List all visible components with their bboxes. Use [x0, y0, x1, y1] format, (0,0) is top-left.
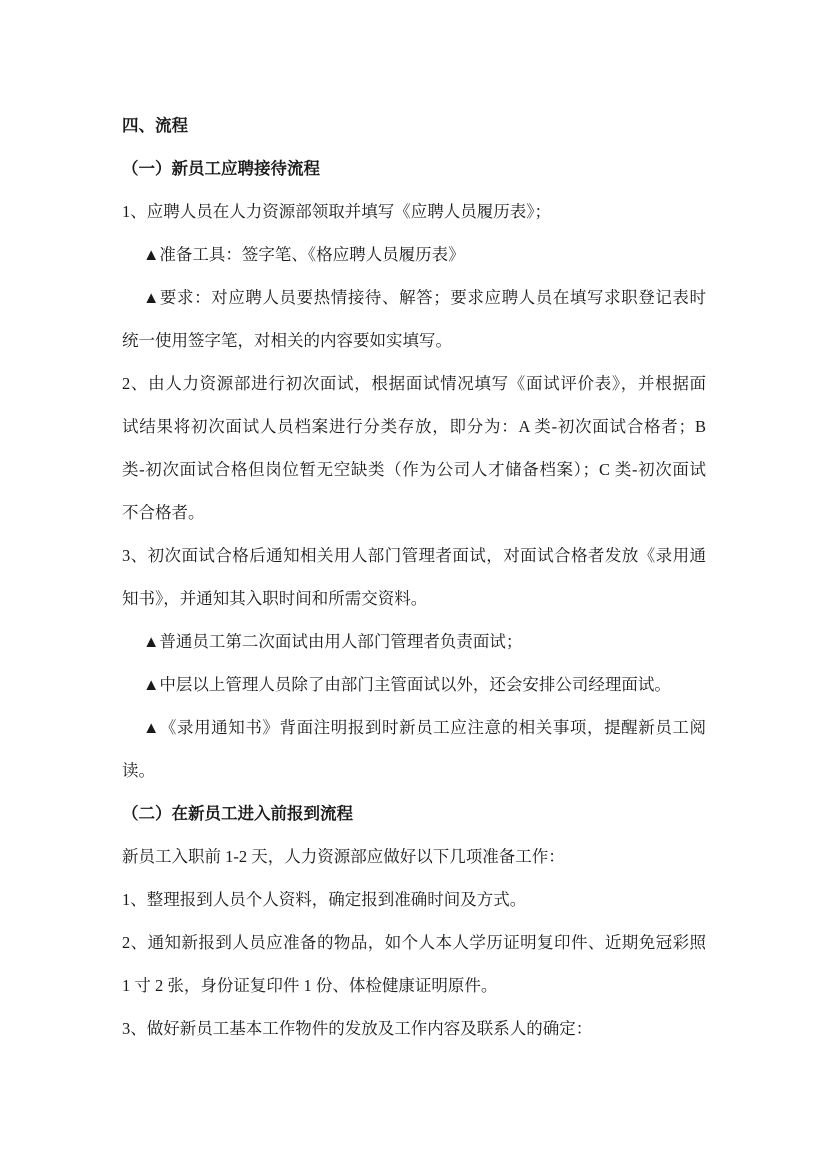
text-line: ▲《录用通知书》背面注明报到时新员工应注意的相关事项，提醒新员工阅	[143, 718, 706, 737]
section-heading: 四、流程	[122, 116, 188, 135]
text-line: ▲中层以上管理人员除了由部门主管面试以外，还会安排公司经理面试。	[143, 675, 671, 694]
document-body	[122, 104, 706, 1050]
text-line: 1 寸 2 张，身份证复印件 1 份、体检健康证明原件。	[122, 976, 498, 995]
text-line: 3、初次面试合格后通知相关用人部门管理者面试，对面试合格者发放《录用通	[122, 546, 706, 565]
text-line: 不合格者。	[122, 503, 205, 522]
text-line: 新员工入职前 1-2 天，人力资源部应做好以下几项准备工作：	[122, 847, 565, 866]
text-line: 3、做好新员工基本工作物件的发放及工作内容及联系人的确定：	[122, 1019, 593, 1038]
text-line: 2、由人力资源部进行初次面试，根据面试情况填写《面试评价表》，并根据面	[122, 374, 706, 393]
text-line: 2、通知新报到人员应准备的物品，如个人本人学历证明复印件、近期免冠彩照	[122, 933, 706, 952]
text-line: 1、应聘人员在人力资源部领取并填写《应聘人员履历表》；	[122, 202, 551, 221]
text-line: 试结果将初次面试人员档案进行分类存放，即分为：A 类-初次面试合格者；B	[122, 417, 706, 436]
text-line: ▲准备工具：签字笔、《格应聘人员履历表》	[143, 245, 465, 264]
section-heading: （二）在新员工进入前报到流程	[122, 804, 353, 823]
text-line: 类-初次面试合格但岗位暂无空缺类（作为公司人才储备档案）；C 类-初次面试	[122, 460, 706, 479]
section-heading: （一）新员工应聘接待流程	[122, 159, 320, 178]
text-line: 统一使用签字笔，对相关的内容要如实填写。	[122, 331, 452, 350]
text-line: 读。	[122, 761, 155, 780]
text-line: 知书》，并通知其入职时间和所需交资料。	[122, 589, 428, 608]
text-line: 1、整理报到人员个人资料，确定报到准确时间及方式。	[122, 890, 527, 909]
text-line: ▲要求：对应聘人员要热情接待、解答；要求应聘人员在填写求职登记表时	[143, 288, 706, 307]
text-line: ▲普通员工第二次面试由用人部门管理者负责面试；	[143, 632, 523, 651]
